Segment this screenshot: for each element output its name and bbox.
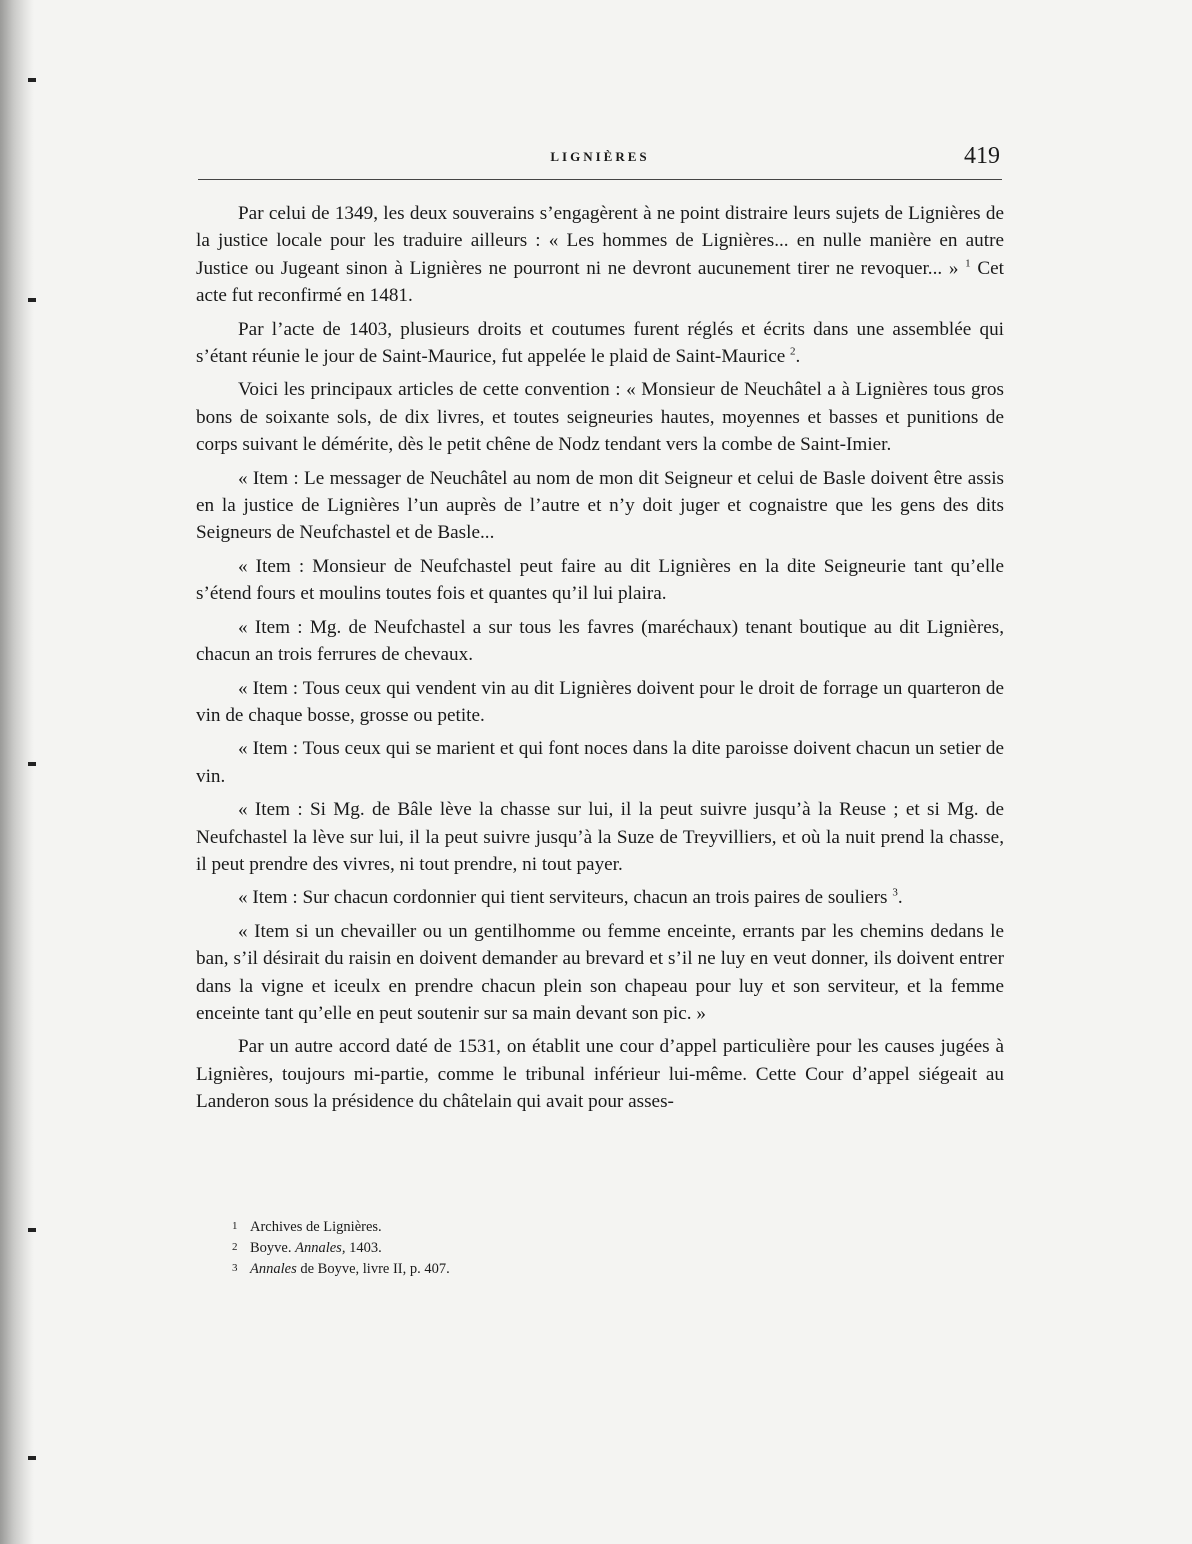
text-run: Par celui de 1349, les deux souverains s’engagèrent à ne point distraire leurs sujets de Lignières de la justice locale pour les traduire ailleurs : « Les hommes de Lignières... en nulle manière en autre Justice ou Jugeant sinon à Lignières ne pourront ni ne devront aucunement tirer ne revoquer... » [196,203,1004,279]
footnote-text: de Boyve, livre II, p. 407. [296,1261,450,1277]
text-run: « Item : Sur chacun cordonnier qui tient serviteurs, chacun an trois paires de souliers [238,887,893,909]
paragraph [196,796,1004,878]
footnote-number: 1 [232,1220,238,1232]
running-head [198,143,1002,180]
footnote-text: Archives de Lignières. [250,1219,382,1235]
paragraph [196,614,1004,669]
body-text [196,200,1004,1122]
paragraph [196,1033,1004,1115]
footnote [232,1258,832,1279]
paragraph [196,884,1004,911]
footnote-text: Boyve. [250,1240,296,1256]
footnote-number: 3 [232,1262,238,1274]
footnote [232,1216,832,1237]
text-run: Par l’acte de 1403, plusieurs droits et coutumes furent réglés et écrits dans une assemblée qui s’étant réunie le jour de Saint-Maurice, fut appelée le plaid de Saint-Maurice [196,318,1004,368]
footnote [232,1237,832,1258]
text-run: « Item : Si Mg. de Bâle lève la chasse sur lui, il la peut suivre jusqu’à la Reuse ; et si Mg. de Neufchastel la lève sur lui, il la peut suivre jusqu’à la Suze de Treyvilliers, et où la nuit prend la chasse, il peut prendre des vivres, ni tout prendre, ni tout payer. [196,799,1004,875]
paragraph [196,553,1004,608]
binding-mark [28,762,36,766]
footnote-number: 2 [232,1241,238,1253]
running-title: LIGNIÈRES [550,149,650,164]
page-number: 419 [964,143,1000,169]
text-run: . [795,346,801,368]
paragraph [196,316,1004,371]
paragraph [196,735,1004,790]
text-run: Cet acte fut reconfirmé en 1481. [196,257,1004,307]
paragraph [196,200,1004,310]
paragraph [196,918,1004,1028]
paragraph [196,675,1004,730]
text-run: « Item : Le messager de Neuchâtel au nom de mon dit Seigneur et celui de Basle doivent être assis en la justice de Lignières l’un auprès de l’autre et n’y doit juger et cognaistre que les gens des dits Seigneurs de Neufchastel et de Basle... [196,467,1004,544]
binding-mark [28,1456,36,1460]
text-run: Par un autre accord daté de 1531, on établit une cour d’appel particulière pour les causes jugées à Lignières, toujours mi-partie, comme le tribunal inférieur lui-même. Cette Cour d’appel siégeait au Landeron sous la présidence du châtelain qui avait pour asses- [196,1036,1004,1113]
footnote-text: 1403. [345,1240,382,1256]
footnote-text: Annales [250,1261,297,1277]
binding-mark [28,1228,36,1232]
footnote-ref: 2 [790,345,796,358]
text-run: « Item : Tous ceux qui vendent vin au dit Lignières doivent pour le droit de forrage un quarteron de vin de chaque bosse, grosse ou petite. [196,677,1004,726]
footnote-ref: 3 [892,886,898,899]
page-binding-shadow [0,0,34,1544]
text-run: « Item : Monsieur de Neufchastel peut faire au dit Lignières en la dite Seigneurie tant qu’elle s’étend fours et moulins toutes fois et quantes qu’il lui plaira. [196,555,1004,605]
footnote-text: Annales, [295,1240,346,1256]
text-run: « Item si un chevailler ou un gentilhomme ou femme enceinte, errants par les chemins dedans le ban, s’il désirait du raisin en doivent demander au brevard et s’il ne luy en veut donner, ils doivent entrer dans la vigne et iceulx en prendre chacun plein son chapeau pour luy et son serviteur, et la femme enceinte tant qu’elle en peut soutenir sur sa main devant son pic. » [196,920,1004,1024]
text-run: « Item : Mg. de Neufchastel a sur tous les favres (maréchaux) tenant boutique au dit Lignières, chacun an trois ferrures de chevaux. [196,616,1004,666]
footnote-ref: 1 [965,257,971,270]
text-run: . [897,887,903,909]
text-run: Voici les principaux articles de cette convention : « Monsieur de Neuchâtel a à Lignières tous gros bons de soixante sols, de dix livres, et toutes seigneuries hautes, moyennes et basses et punitions de corps suivant le démérite, dès le petit chêne de Nodz tendant vers la combe de Saint-Imier. [196,379,1004,456]
binding-mark [28,298,36,302]
footnotes [232,1216,832,1279]
binding-mark [28,78,36,82]
paragraph [196,465,1004,547]
text-run: « Item : Tous ceux qui se marient et qui font noces dans la dite paroisse doivent chacun un setier de vin. [196,738,1004,787]
paragraph [196,376,1004,458]
